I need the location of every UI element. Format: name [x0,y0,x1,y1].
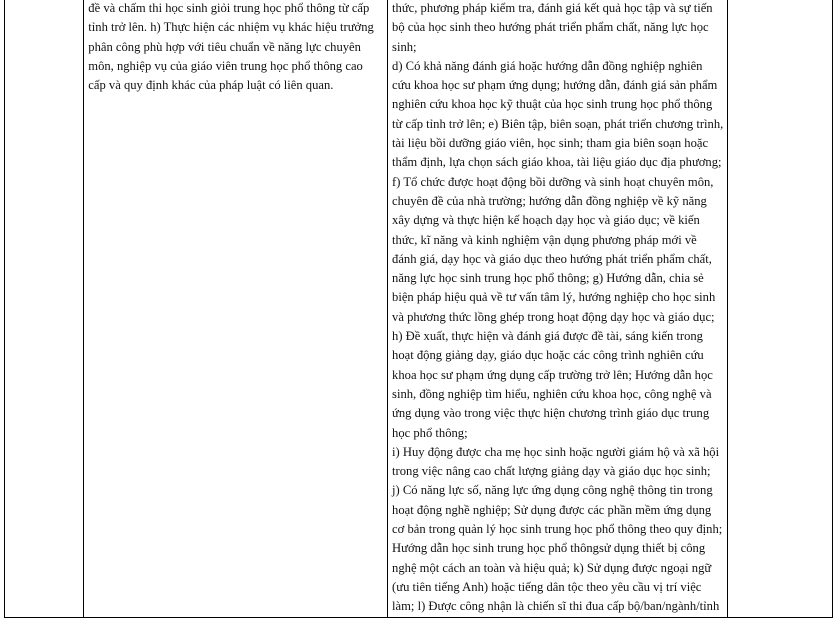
text-line: thức, phương pháp kiểm tra, đánh giá kết quả học tập và sự tiến [392,1,713,15]
text-line: môn, nghiệp vụ của giáo viên trung học phổ thông cao [88,58,363,73]
text-line: thẩm định, lựa chọn sách giáo khoa, tài liệu giáo dục địa phương; [392,155,722,170]
text-line: sinh, đồng nghiệp tìm hiểu, nghiên cứu khoa học, công nghệ và [392,386,712,401]
text-line: tài liệu bồi dưỡng giáo viên, học sinh; tham gia biên soạn hoặc [392,136,709,151]
table-row [5,0,833,617]
text-line: từ cấp tỉnh trở lên; e) Biên tập, biên soạn, phát triển chương trình, [392,116,724,131]
text-line: Hướng dẫn học sinh trung học phổ thôngsử dụng thiết bị công [392,541,706,556]
text-line: nghiên cứu khoa học kỹ thuật của học sinh trung học phổ thông [392,97,713,112]
table-cell-duties [84,0,388,617]
text-line: học phổ thông; [392,425,468,440]
text-line: f) Tổ chức được hoạt động bồi dưỡng và sinh hoạt chuyên môn, [392,174,714,189]
text-line: tỉnh trở lên. h) Thực hiện các nhiệm vụ khác hiệu trưởng [88,20,374,35]
text-line: h) Đề xuất, thực hiện và đánh giá được đề tài, sáng kiến trong [392,329,703,344]
text-line: d) Có khả năng đánh giá hoặc hướng dẫn đồng nghiệp nghiên [392,58,703,73]
text-line: bộ của học sinh theo hướng phát triển phẩm chất, năng lực học [392,20,709,35]
table-cell-empty-right [728,0,833,617]
text-line: i) Huy động được cha mẹ học sinh hoặc người giám hộ và xã hội [392,444,720,459]
text-line: (ưu tiên tiếng Anh) hoặc tiếng dân tộc theo yêu cầu vị trí việc [392,579,702,594]
text-line: làm; l) Được công nhận là chiến sĩ thi đua cấp bộ/ban/ngành/tỉnh [392,599,720,614]
text-line: j) Có năng lực số, năng lực ứng dụng công nghệ thông tin trong [392,483,713,498]
text-line: cơ bản trong quản lý học sinh trung học phổ thông theo quy định; [392,522,723,537]
text-line: và phương thức lồng ghép trong hoạt động dạy học và giáo dục; [392,309,715,324]
table-cell-standards [388,0,728,617]
text-line: ứng dụng vào trong việc thực hiện chương trình giáo dục trung [392,406,710,421]
text-line: chuyên đề của nhà trường; hướng dẫn đồng nghiệp về kỹ năng [392,193,707,208]
text-line: khoa học sư phạm ứng dụng cấp trường trở lên; Hướng dẫn học [392,367,713,382]
criteria-table [4,0,833,618]
text-line: hoạt động giảng dạy, giáo dục hoặc các công trình nghiên cứu [392,348,704,363]
table-cell-empty-left [5,0,84,617]
text-line: năng lực học sinh trung học phổ thông; g) Hướng dẫn, chia sẻ [392,271,704,286]
text-line: hoạt động nghề nghiệp; Sử dụng được các phần mềm ứng dụng [392,502,712,517]
text-line: cấp và quy định khác của pháp luật có liên quan. [88,78,334,93]
text-line: đánh giá, dạy học và giáo dục theo hướng phát triển phẩm chất, [392,251,712,266]
text-line: phân công phù hợp với tiêu chuẩn về năng lực chuyên [88,39,361,54]
text-line: trong việc nâng cao chất lượng giảng dạy và giáo dục học sinh; [392,464,711,479]
text-line: thức, kĩ năng và kinh nghiệm vận dụng phương pháp mới về [392,232,697,247]
text-line: cứu khoa học sư phạm ứng dụng; hướng dẫn, đánh giá sản phẩm [392,78,718,93]
text-line: biện pháp hiệu quả về tư vấn tâm lý, hướng nghiệp cho học sinh [392,290,716,305]
text-line: đề và chấm thi học sinh giỏi trung học phổ thông từ cấp [88,1,370,15]
text-line: xây dựng và thực hiện kế hoạch dạy học và giáo dục; về kiến [392,213,700,228]
text-line: sinh; [392,39,417,54]
text-line: nghệ một cách an toàn và hiệu quả; k) Sử dụng được ngoại ngữ [392,560,712,575]
